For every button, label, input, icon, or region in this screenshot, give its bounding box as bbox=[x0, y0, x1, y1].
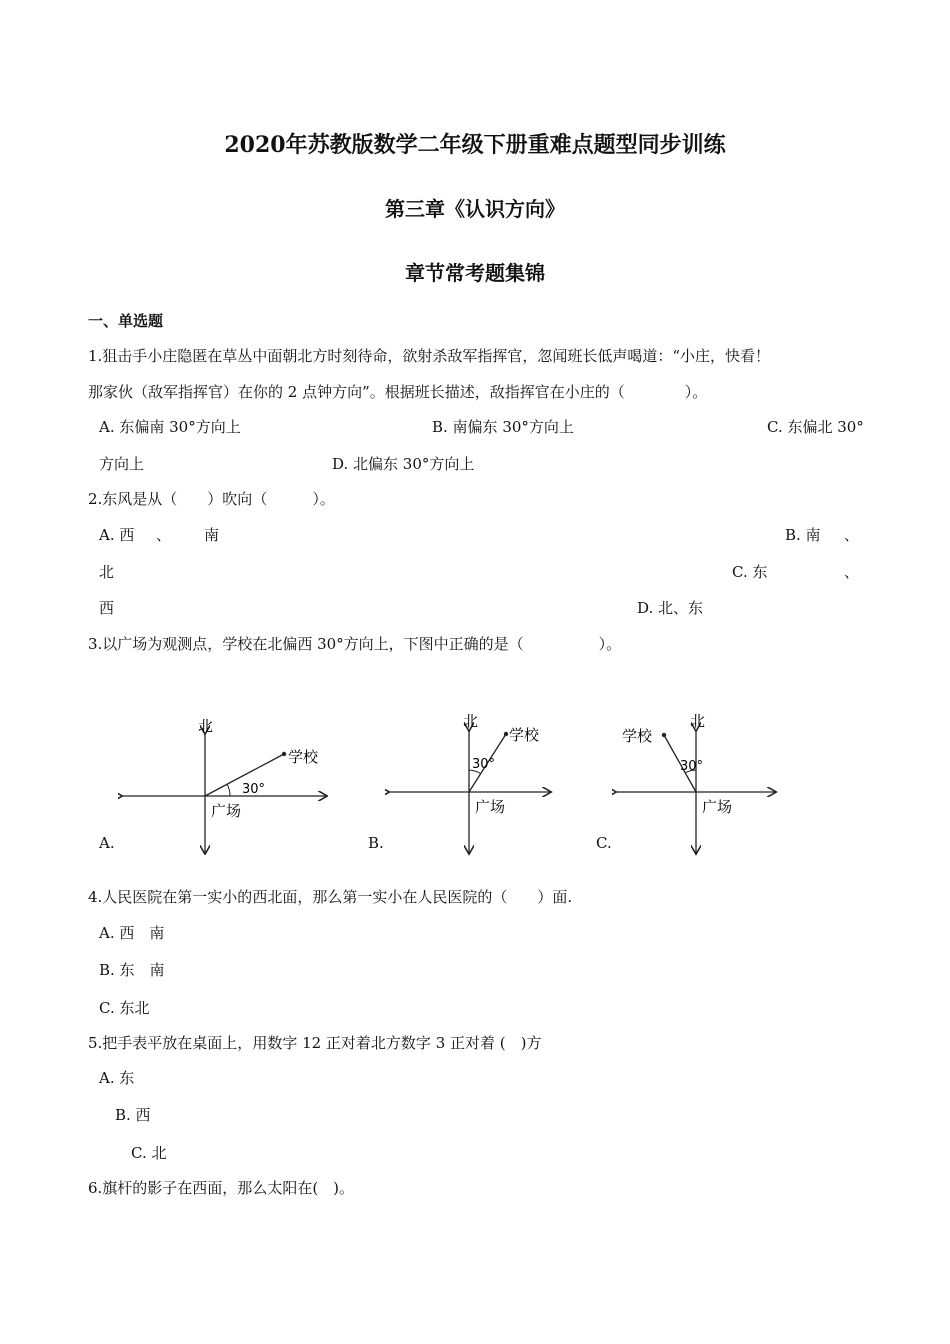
north-label: 北 bbox=[690, 712, 706, 730]
q4-stem: 4.人民医院在第一实小的西北面，那么第一实小在人民医院的（ ）面. bbox=[88, 888, 573, 906]
q3-option-b[interactable]: B. bbox=[368, 834, 384, 852]
q3-diagram-b bbox=[385, 698, 555, 858]
q4-option-a[interactable]: A. 西 南 bbox=[99, 924, 165, 942]
angle-label: 30° bbox=[242, 782, 266, 797]
q2-option-b[interactable]: B. 南 bbox=[785, 526, 821, 544]
q4-option-b[interactable]: B. 东 南 bbox=[99, 961, 165, 979]
q2-option-c-sep: 、 bbox=[844, 563, 860, 581]
q2-option-a-sep: 、 bbox=[156, 526, 172, 544]
document-title: 2020年苏教版数学二年级下册重难点题型同步训练 bbox=[224, 132, 726, 158]
angle-label: 30° bbox=[472, 757, 496, 772]
q1-option-c-cont: 方向上 bbox=[99, 455, 145, 473]
north-label: 北 bbox=[198, 717, 214, 735]
chapter-title: 第三章《认识方向》 bbox=[385, 197, 565, 221]
q2-option-a-end: 南 bbox=[204, 526, 220, 544]
school-label: 学校 bbox=[288, 748, 319, 766]
q3-diagram-a bbox=[118, 705, 328, 855]
angle-label: 30° bbox=[680, 759, 704, 774]
q5-option-a[interactable]: A. 东 bbox=[99, 1069, 135, 1087]
q5-stem: 5.把手表平放在桌面上，用数字 12 正对着北方数字 3 正对着 ( )方 bbox=[88, 1034, 542, 1052]
q3-diagram-c bbox=[612, 698, 782, 858]
q5-option-b[interactable]: B. 西 bbox=[115, 1106, 151, 1124]
q2-option-a[interactable]: A. 西 bbox=[99, 526, 135, 544]
school-label: 学校 bbox=[509, 726, 540, 744]
plaza-label: 广场 bbox=[702, 798, 733, 816]
school-label: 学校 bbox=[622, 727, 653, 745]
subtitle: 章节常考题集锦 bbox=[405, 261, 545, 285]
q2-stem: 2.东风是从（ ）吹向（ ）。 bbox=[88, 490, 335, 508]
q1-stem-line2: 那家伙（敌军指挥官）在你的 2 点钟方向”。根据班长描述，敌指挥官在小庄的（ ）。 bbox=[88, 383, 708, 401]
section-heading: 一、单选题 bbox=[88, 312, 164, 330]
q2-option-b-end: 北 bbox=[99, 563, 115, 581]
q6-stem: 6.旗杆的影子在西面，那么太阳在( )。 bbox=[88, 1179, 355, 1197]
q1-option-a[interactable]: A. 东偏南 30°方向上 bbox=[99, 418, 241, 436]
q3-stem: 3.以广场为观测点，学校在北偏西 30°方向上，下图中正确的是（ ）。 bbox=[88, 635, 622, 653]
q1-option-d[interactable]: D. 北偏东 30°方向上 bbox=[332, 455, 475, 473]
q2-option-c-end: 西 bbox=[99, 599, 115, 617]
q4-option-c[interactable]: C. 东北 bbox=[99, 999, 150, 1017]
q2-option-c[interactable]: C. 东 bbox=[732, 563, 768, 581]
q1-option-c[interactable]: C. 东偏北 30° bbox=[767, 418, 864, 436]
plaza-label: 广场 bbox=[211, 802, 242, 820]
q3-option-c[interactable]: C. bbox=[596, 834, 612, 852]
q1-stem-line1: 1.狙击手小庄隐匿在草丛中面朝北方时刻待命，欲射杀敌军指挥官，忽闻班长低声喝道：“小庄，快看！ bbox=[88, 347, 770, 365]
q3-option-a[interactable]: A. bbox=[99, 834, 115, 852]
q2-option-d[interactable]: D. 北、东 bbox=[637, 599, 704, 617]
q5-option-c[interactable]: C. 北 bbox=[131, 1144, 167, 1162]
q1-option-b[interactable]: B. 南偏东 30°方向上 bbox=[432, 418, 574, 436]
north-label: 北 bbox=[463, 712, 479, 730]
q2-option-b-sep: 、 bbox=[844, 526, 860, 544]
plaza-label: 广场 bbox=[475, 798, 506, 816]
